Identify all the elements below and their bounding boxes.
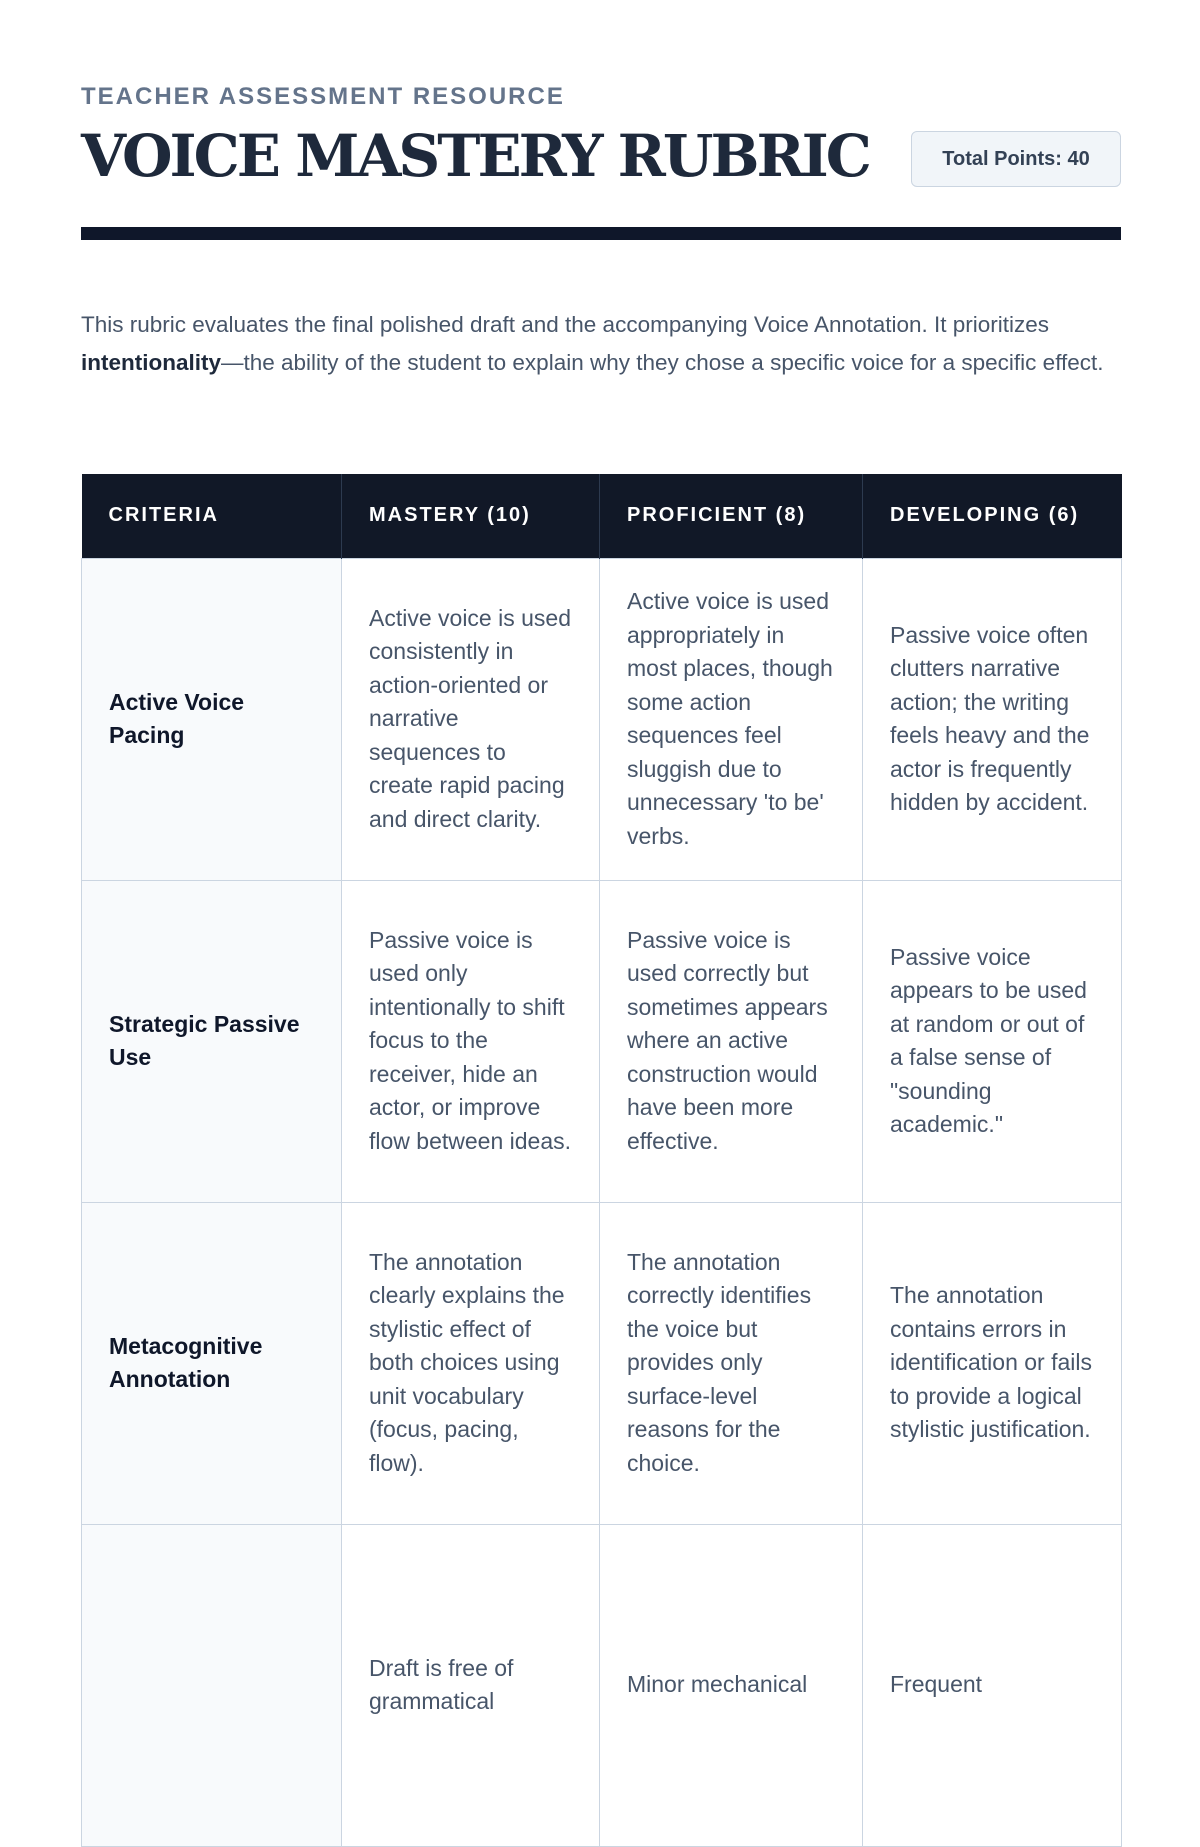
column-header-developing: DEVELOPING (6) bbox=[863, 474, 1122, 558]
developing-cell: Passive voice often clutters narrative action; the writing feels heavy and the actor is frequently hidden by accident. bbox=[863, 558, 1122, 880]
mastery-cell: Passive voice is used only intentionally to shift focus to the receiver, hide an actor, or improve flow between ideas. bbox=[342, 880, 600, 1202]
column-header-proficient: PROFICIENT (8) bbox=[600, 474, 863, 558]
header-divider bbox=[81, 227, 1121, 240]
table-row bbox=[82, 1524, 1122, 1846]
proficient-cell: Passive voice is used correctly but sometimes appears where an active construction would have been more effective. bbox=[600, 880, 863, 1202]
criteria-cell: Strategic Passive Use bbox=[82, 880, 342, 1202]
table-header-row bbox=[82, 474, 1122, 558]
proficient-cell: Minor mechanical bbox=[600, 1524, 863, 1846]
developing-cell: Frequent bbox=[863, 1524, 1122, 1846]
mastery-cell: Draft is free of grammatical bbox=[342, 1524, 600, 1846]
intro-text-start: This rubric evaluates the final polished draft and the accompanying Voice Annotation. It prioritizes bbox=[81, 312, 1050, 337]
developing-cell: Passive voice appears to be used at random or out of a false sense of "sounding academic." bbox=[863, 880, 1122, 1202]
intro-text-end: —the ability of the student to explain why they chose a specific voice for a specific effect. bbox=[221, 350, 1104, 375]
criteria-cell: Metacognitive Annotation bbox=[82, 1202, 342, 1524]
mastery-cell: The annotation clearly explains the stylistic effect of both choices using unit vocabulary (focus, pacing, flow). bbox=[342, 1202, 600, 1524]
mastery-cell: Active voice is used consistently in action-oriented or narrative sequences to create rapid pacing and direct clarity. bbox=[342, 558, 600, 880]
proficient-cell: The annotation correctly identifies the voice but provides only surface-level reasons for the choice. bbox=[600, 1202, 863, 1524]
intro-emphasis: intentionality bbox=[81, 350, 221, 375]
proficient-cell: Active voice is used appropriately in most places, though some action sequences feel sluggish due to unnecessary 'to be' verbs. bbox=[600, 558, 863, 880]
table-row bbox=[82, 1202, 1122, 1524]
intro-paragraph bbox=[81, 306, 1121, 382]
rubric-table bbox=[81, 474, 1122, 1847]
total-points-badge: Total Points: 40 bbox=[911, 131, 1121, 187]
criteria-cell bbox=[82, 1524, 342, 1846]
table-row bbox=[82, 558, 1122, 880]
eyebrow-label: TEACHER ASSESSMENT RESOURCE bbox=[81, 83, 565, 110]
column-header-criteria: CRITERIA bbox=[82, 474, 342, 558]
column-header-mastery: MASTERY (10) bbox=[342, 474, 600, 558]
page-title: VOICE MASTERY RUBRIC bbox=[81, 122, 869, 190]
table-row bbox=[82, 880, 1122, 1202]
criteria-cell: Active Voice Pacing bbox=[82, 558, 342, 880]
developing-cell: The annotation contains errors in identification or fails to provide a logical stylistic justification. bbox=[863, 1202, 1122, 1524]
